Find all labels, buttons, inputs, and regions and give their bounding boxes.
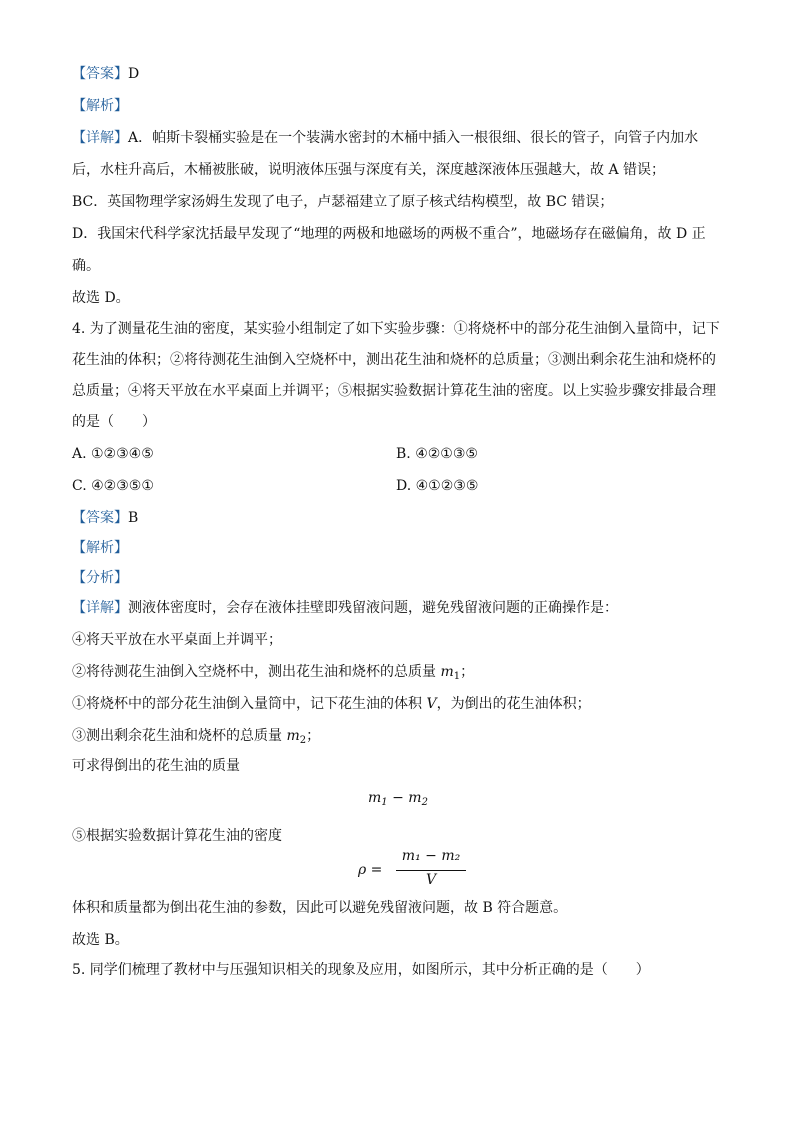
q3-detail-line-1: 【详解】A．帕斯卡裂桶实验是在一个装满水密封的木桶中插入一根很细、很长的管子，向管子内加水 xyxy=(72,130,699,146)
q4-step-4: ④将天平放在水平桌面上并调平； xyxy=(72,632,282,648)
q4-option-b: B. ④②①③⑤ xyxy=(396,446,478,462)
answer-value: D xyxy=(128,66,140,82)
q4-step-1: ①将烧杯中的部分花生油倒入量筒中，记下花生油的体积 V，为倒出的花生油体积； xyxy=(72,696,591,712)
q4-stem-line-4: 的是（ ） xyxy=(72,414,156,430)
density-formula-lhs: ρ = xyxy=(358,862,383,878)
q4-stem-line-1: 4. 为了测量花生油的密度，某实验小组制定了如下实验步骤：①将烧杯中的部分花生油倒入量筒中，记下 xyxy=(72,321,720,337)
q3-detail-line-2: 后，水柱升高后，木桶被胀破，说明液体压强与深度有关，深度越深液体压强越大，故 A 错误； xyxy=(72,162,666,178)
q4-option-a: A. ①②③④⑤ xyxy=(72,446,154,462)
q3-conclusion: 故选 D。 xyxy=(72,290,130,306)
q3-analysis-tag: 【解析】 xyxy=(72,98,128,114)
q4-step-3: ③测出剩余花生油和烧杯的总质量 $m_2$； xyxy=(72,728,321,746)
answer-tag: 【答案】 xyxy=(72,66,128,82)
q4-step-2: ②将待测花生油倒入空烧杯中，测出花生油和烧杯的总质量 $m_1$； xyxy=(72,664,475,682)
q4-detail-intro: 【详解】测液体密度时，会存在液体挂壁即残留液问题，避免残留液问题的正确操作是： xyxy=(72,600,618,616)
q4-answer-line: 【答案】B xyxy=(72,510,139,526)
detail-tag: 【详解】 xyxy=(72,130,128,146)
fraction-bar xyxy=(396,870,466,871)
q3-line-d1: D．我国宋代科学家沈括最早发现了“地理的两极和地磁场的两极不重合”，地磁场存在磁偏角，故 D 正 xyxy=(72,226,706,242)
q4-mass-intro: 可求得倒出的花生油的质量 xyxy=(72,758,240,774)
q3-answer-line xyxy=(72,64,139,84)
density-numerator: m₁ − m₂ xyxy=(401,848,461,864)
q4-conclusion: 故选 B。 xyxy=(72,932,129,948)
q4-analysis-tag: 【解析】 xyxy=(72,540,128,556)
q4-option-d: D. ④①②③⑤ xyxy=(396,478,479,494)
density-denominator: V xyxy=(425,872,437,888)
q4-summary: 体积和质量都为倒出花生油的参数，因此可以避免残留液问题，故 B 符合题意。 xyxy=(72,900,568,916)
q3-line-bc: BC．英国物理学家汤姆生发现了电子，卢瑟福建立了原子核式结构模型，故 BC 错误； xyxy=(72,194,614,210)
q4-option-c: C. ④②③⑤① xyxy=(72,478,154,494)
q4-step-5: ⑤根据实验数据计算花生油的密度 xyxy=(72,828,282,844)
q3-line-d2: 确。 xyxy=(72,258,100,274)
q4-stem-line-3: 总质量；④将天平放在水平桌面上并调平；⑤根据实验数据计算花生油的密度。以上实验步骤安排最合理 xyxy=(72,383,716,399)
q4-stem-line-2: 花生油的体积；②将待测花生油倒入空烧杯中，测出花生油和烧杯的总质量；③测出剩余花生油和烧杯的 xyxy=(72,352,716,368)
mass-formula: $m_1 - m_2$ xyxy=(368,790,428,808)
q5-stem: 5. 同学们梳理了教材中与压强知识相关的现象及应用，如图所示，其中分析正确的是（ ） xyxy=(72,962,650,978)
q4-fenxi-tag: 【分析】 xyxy=(72,570,128,586)
